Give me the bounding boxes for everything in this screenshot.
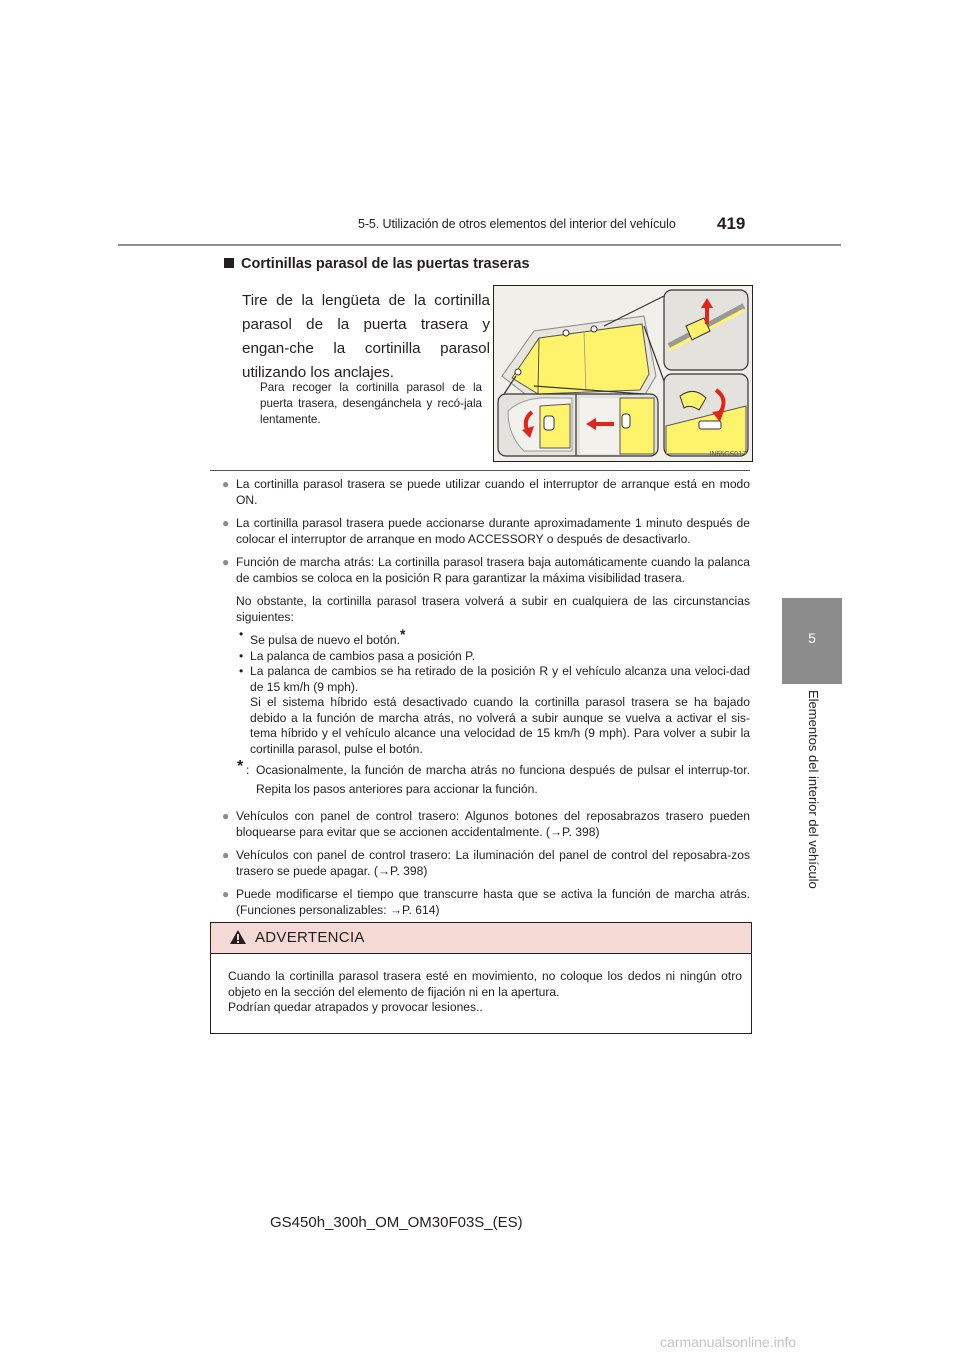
notes-divider <box>210 470 750 471</box>
heading-square-icon <box>224 258 234 268</box>
footnote-mark: * <box>399 626 406 642</box>
warning-triangle-icon <box>229 929 247 945</box>
condition-text: Si el sistema híbrido está desactivado cuando la cortinilla parasol trasera se ha bajado debido a la función de marcha atrás, no volverá a subir aunque se vuelva a activar el sis-tema híbrido y el vehículo alcance una velocidad de 15 km/h (9 mph). Para volver a subir la cortinilla parasol, pulse el botón. <box>250 695 750 756</box>
note-text: Vehículos con panel de control trasero: La iluminación del panel de control del reposabra-zos trasero se puede apagar. (→P. 398) <box>236 848 750 878</box>
bullet-circle-icon: ● <box>222 555 230 569</box>
note-item <box>222 477 750 508</box>
note-item <box>222 809 750 840</box>
condition-item: • La palanca de cambios se ha retirado de la posición R y el vehículo alcanza una veloci-dad de 15 km/h (9 mph). <box>239 664 750 694</box>
header-rule <box>118 244 841 246</box>
condition-item: • La palanca de cambios pasa a posición P. <box>239 648 476 663</box>
note-item <box>222 516 750 547</box>
note-text: Puede modificarse el tiempo que transcurre hasta que se activa la función de marcha atrás. (Funciones personalizables: →P. 614) <box>236 887 750 917</box>
footnote-colon: : <box>246 763 250 778</box>
section-heading-text: Cortinillas parasol de las puertas traseras <box>241 256 530 272</box>
note-text: Función de marcha atrás: La cortinilla parasol trasera baja automáticamente cuando la palanca de cambios se coloca en la posición R para garantizar la máxima visibilidad trasera. <box>236 555 750 585</box>
page-number: 419 <box>717 214 746 233</box>
warning-body: Cuando la cortinilla parasol trasera esté en movimiento, no coloque los dedos ni ningún otro objeto en la sección del elemento de fijación ni en la apertura. <box>228 969 742 999</box>
note-continuation: No obstante, la cortinilla parasol trasera volverá a subir en cualquiera de las circunstancias siguientes: <box>236 594 750 624</box>
condition-item: • Se pulsa de nuevo el botón.* <box>239 626 406 648</box>
note-item <box>222 887 750 918</box>
bullet-circle-icon: ● <box>222 516 230 530</box>
footnote <box>236 758 750 799</box>
watermark: carmanualsonline.info <box>660 1334 797 1350</box>
sunshade-drawing <box>494 286 752 461</box>
warning-box <box>210 922 752 1034</box>
note-item <box>222 848 750 879</box>
warning-body-2: Podrían quedar atrapados y provocar lesiones.. <box>228 1000 483 1014</box>
sunshade-illustration <box>493 285 753 462</box>
notes-list <box>222 477 750 926</box>
figure-code: IN55GS017 <box>709 451 746 458</box>
note-text: La cortinilla parasol trasera puede accionarse durante aproximadamente 1 minuto después de colocar el interruptor de arranque en modo ACCESSORY o después de desactivarlo. <box>236 516 750 546</box>
warning-header <box>211 923 751 954</box>
condition-text: La palanca de cambios se ha retirado de la posición R y el vehículo alcanza una veloci-dad de 15 km/h (9 mph). <box>250 664 750 694</box>
warning-text <box>228 969 742 1016</box>
condition-text: La palanca de cambios pasa a posición P. <box>250 648 476 663</box>
instruction-text: Tire de la lengüeta de la cortinilla parasol de la puerta trasera y engan-che la cortinilla parasol utilizando los anclajes. <box>242 292 490 381</box>
document-code: GS450h_300h_OM_OM30F03S_(ES) <box>270 1214 523 1231</box>
running-header-title: 5-5. Utilización de otros elementos del interior del vehículo <box>358 217 676 231</box>
note-item-reverse-function <box>222 555 750 799</box>
sub-instruction-text: Para recoger la cortinilla parasol de la puerta trasera, desengánchela y recó-jala lentamente. <box>260 381 482 426</box>
bullet-circle-icon: ● <box>222 809 230 824</box>
footnote-asterisk: * <box>237 758 244 776</box>
note-text: La cortinilla parasol trasera se puede utilizar cuando el interruptor de arranque está en modo ON. <box>236 477 750 507</box>
chapter-title-vertical: Elementos del interior del vehículo <box>806 690 821 889</box>
warning-title: ADVERTENCIA <box>255 929 365 946</box>
bullet-circle-icon: ● <box>222 477 230 491</box>
condition-continuation <box>236 695 750 757</box>
chapter-number: 5 <box>808 630 816 646</box>
footnote-text: Ocasionalmente, la función de marcha atrás no funciona después de pulsar el interrup-tor. Repita los pasos anteriores para accionar la función. <box>256 763 750 797</box>
condition-text: Se pulsa de nuevo el botón. <box>250 633 400 648</box>
condition-list <box>236 627 750 757</box>
bullet-circle-icon: ● <box>222 848 230 863</box>
note-text: Vehículos con panel de control trasero: Algunos botones del reposabrazos trasero pueden bloquearse para evitar que se accionen accidentalmente. (→P. 398) <box>236 809 750 839</box>
section-heading <box>224 256 530 272</box>
bullet-circle-icon: ● <box>222 887 230 902</box>
